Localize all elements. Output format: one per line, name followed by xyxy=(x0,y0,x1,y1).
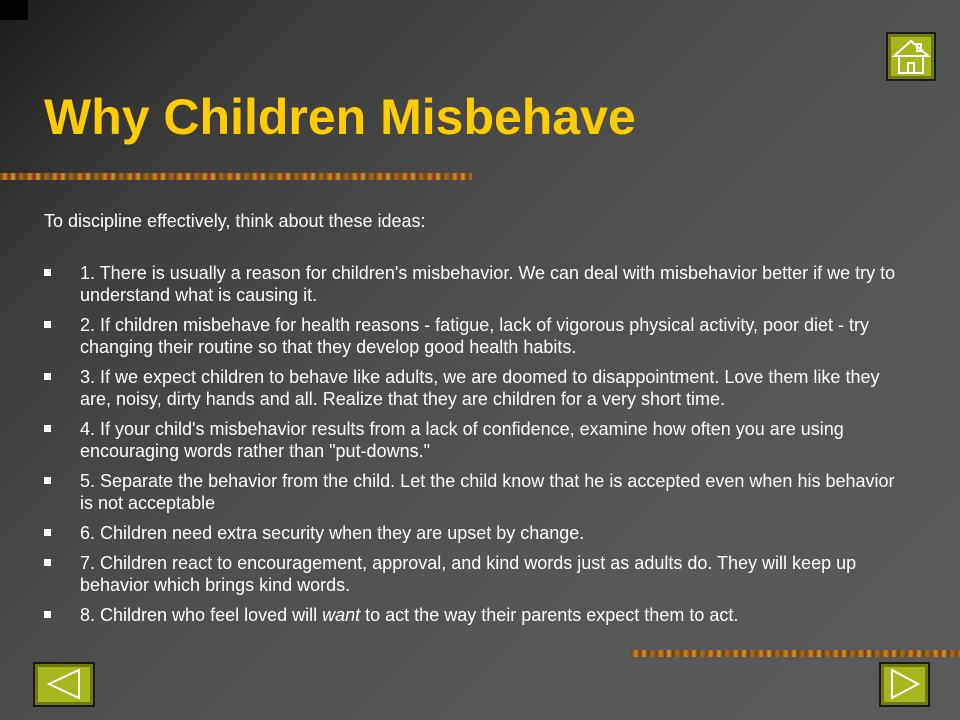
bullet-icon xyxy=(44,425,51,432)
next-slide-button[interactable] xyxy=(879,662,930,707)
list-item-text: 6. Children need extra security when they are upset by change. xyxy=(80,523,585,543)
bullet-icon xyxy=(44,559,51,566)
footer-divider xyxy=(631,650,960,657)
previous-slide-button[interactable] xyxy=(33,662,95,707)
list-item-text: 7. Children react to encouragement, approval, and kind words just as adults do. They will keep up behavior which brings kind words. xyxy=(80,553,857,595)
bullet-icon xyxy=(44,373,51,380)
list-item-text: 5. Separate the behavior from the child. Let the child know that he is accepted even when his behavior is not acceptable xyxy=(80,471,895,513)
list-item-text xyxy=(80,605,738,625)
list-item xyxy=(44,262,904,306)
bullet-icon xyxy=(44,321,51,328)
list-item xyxy=(44,522,904,544)
list-item-text: 4. If your child's misbehavior results from a lack of confidence, examine how often you are using encouraging words rather than "put-downs." xyxy=(80,419,844,461)
list-item xyxy=(44,604,904,626)
list-item-text: 3. If we expect children to behave like adults, we are doomed to disappointment. Love them like they are, noisy, dirty hands and all. Realize that they are children for a very short time. xyxy=(80,367,880,409)
list-item xyxy=(44,470,904,514)
bullet-icon xyxy=(44,477,51,484)
ideas-list xyxy=(44,262,904,634)
bullet-icon xyxy=(44,269,51,276)
slide-title: Why Children Misbehave xyxy=(44,89,636,145)
emphasis-text: want xyxy=(322,605,361,625)
corner-mark xyxy=(0,0,28,20)
home-icon xyxy=(888,34,934,79)
list-item-text: 2. If children misbehave for health reasons - fatigue, lack of vigorous physical activity, poor diet - try changing their routine so that they develop good health habits. xyxy=(80,315,870,357)
bullet-icon xyxy=(44,611,51,618)
intro-text: To discipline effectively, think about these ideas: xyxy=(44,211,426,231)
list-item-text-end: to act the way their parents expect them to act. xyxy=(360,605,739,625)
bullet-icon xyxy=(44,529,51,536)
list-item xyxy=(44,418,904,462)
title-divider xyxy=(0,173,472,180)
list-item xyxy=(44,366,904,410)
list-item-text: 1. There is usually a reason for children's misbehavior. We can deal with misbehavior better if we try to understand what is causing it. xyxy=(80,263,896,305)
list-item-text-start: 8. Children who feel loved will xyxy=(80,605,323,625)
list-item xyxy=(44,552,904,596)
triangle-right-icon xyxy=(881,664,928,705)
home-button[interactable] xyxy=(886,32,936,81)
list-item xyxy=(44,314,904,358)
triangle-left-icon xyxy=(35,664,93,705)
